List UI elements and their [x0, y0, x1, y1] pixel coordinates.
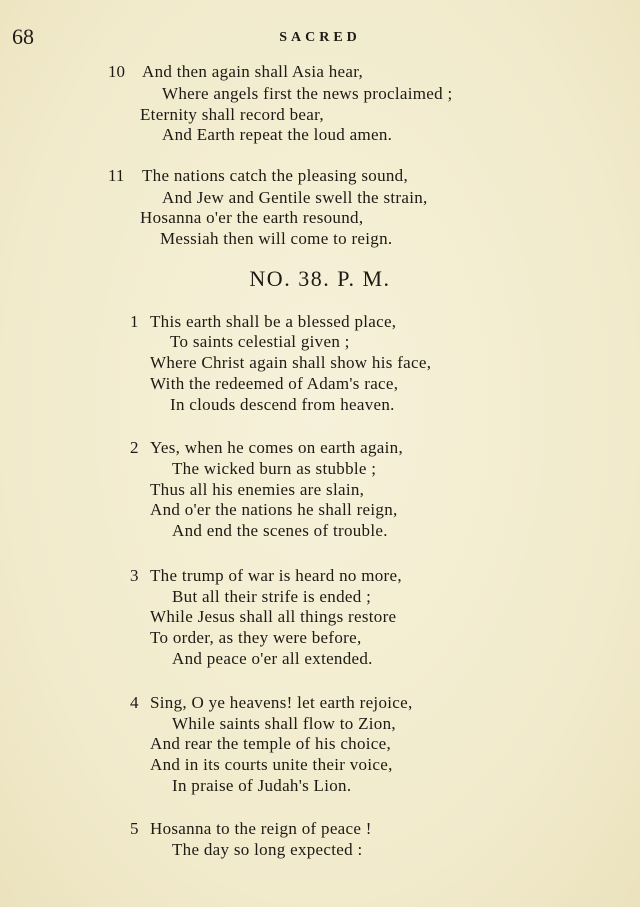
verse-line: And then again shall Asia hear, — [142, 62, 364, 81]
verse-line: Hosanna to the reign of peace ! — [150, 819, 372, 838]
verse-number: 2 — [130, 438, 139, 457]
verse-line: To order, as they were before, — [150, 628, 362, 647]
verse-line: The nations catch the pleasing sound, — [142, 166, 409, 185]
verse-line: And peace o'er all extended. — [172, 649, 373, 668]
verse-line: And o'er the nations he shall reign, — [150, 500, 398, 519]
verse-line: Eternity shall record bear, — [140, 105, 324, 124]
verse-line: Yes, when he comes on earth again, — [150, 438, 404, 457]
verse-line: The trump of war is heard no more, — [150, 566, 402, 585]
verse-number: 11 — [108, 166, 125, 185]
verse-number: 5 — [130, 819, 139, 838]
verse-line: The day so long expected : — [172, 840, 363, 859]
verse-number: 3 — [130, 566, 139, 585]
verse-line: And in its courts unite their voice, — [150, 755, 393, 774]
verse-line: In praise of Judah's Lion. — [172, 776, 352, 795]
verse-line: And Jew and Gentile swell the strain, — [162, 188, 428, 207]
verse-line: And end the scenes of trouble. — [172, 521, 388, 540]
verse-line: This earth shall be a blessed place, — [150, 312, 397, 331]
verse-line: The wicked burn as stubble ; — [172, 459, 377, 478]
verse-line: To saints celestial given ; — [170, 332, 350, 351]
verse-number: 4 — [130, 693, 139, 712]
verse-line: Hosanna o'er the earth resound, — [140, 208, 364, 227]
verse-line: Messiah then will come to reign. — [160, 229, 393, 248]
running-head: SACRED — [279, 30, 361, 45]
page-number: 68 — [12, 24, 34, 49]
verse-line: Where angels first the news proclaimed ; — [162, 84, 453, 103]
hymn-heading: NO. 38. P. M. — [249, 266, 391, 291]
verse-line: Where Christ again shall show his face, — [150, 353, 432, 372]
verse-line: While saints shall flow to Zion, — [172, 714, 396, 733]
verse-line: And Earth repeat the loud amen. — [162, 125, 393, 144]
verse-line: In clouds descend from heaven. — [170, 395, 395, 414]
verse-number: 1 — [130, 312, 139, 331]
verse-line: With the redeemed of Adam's race, — [150, 374, 399, 393]
verse-line: And rear the temple of his choice, — [150, 734, 392, 753]
verse-line: But all their strife is ended ; — [172, 587, 372, 606]
verse-number: 10 — [108, 62, 125, 81]
verse-line: While Jesus shall all things restore — [150, 607, 397, 626]
verse-line: Thus all his enemies are slain, — [150, 480, 365, 499]
verse-line: Sing, O ye heavens! let earth rejoice, — [150, 693, 413, 712]
